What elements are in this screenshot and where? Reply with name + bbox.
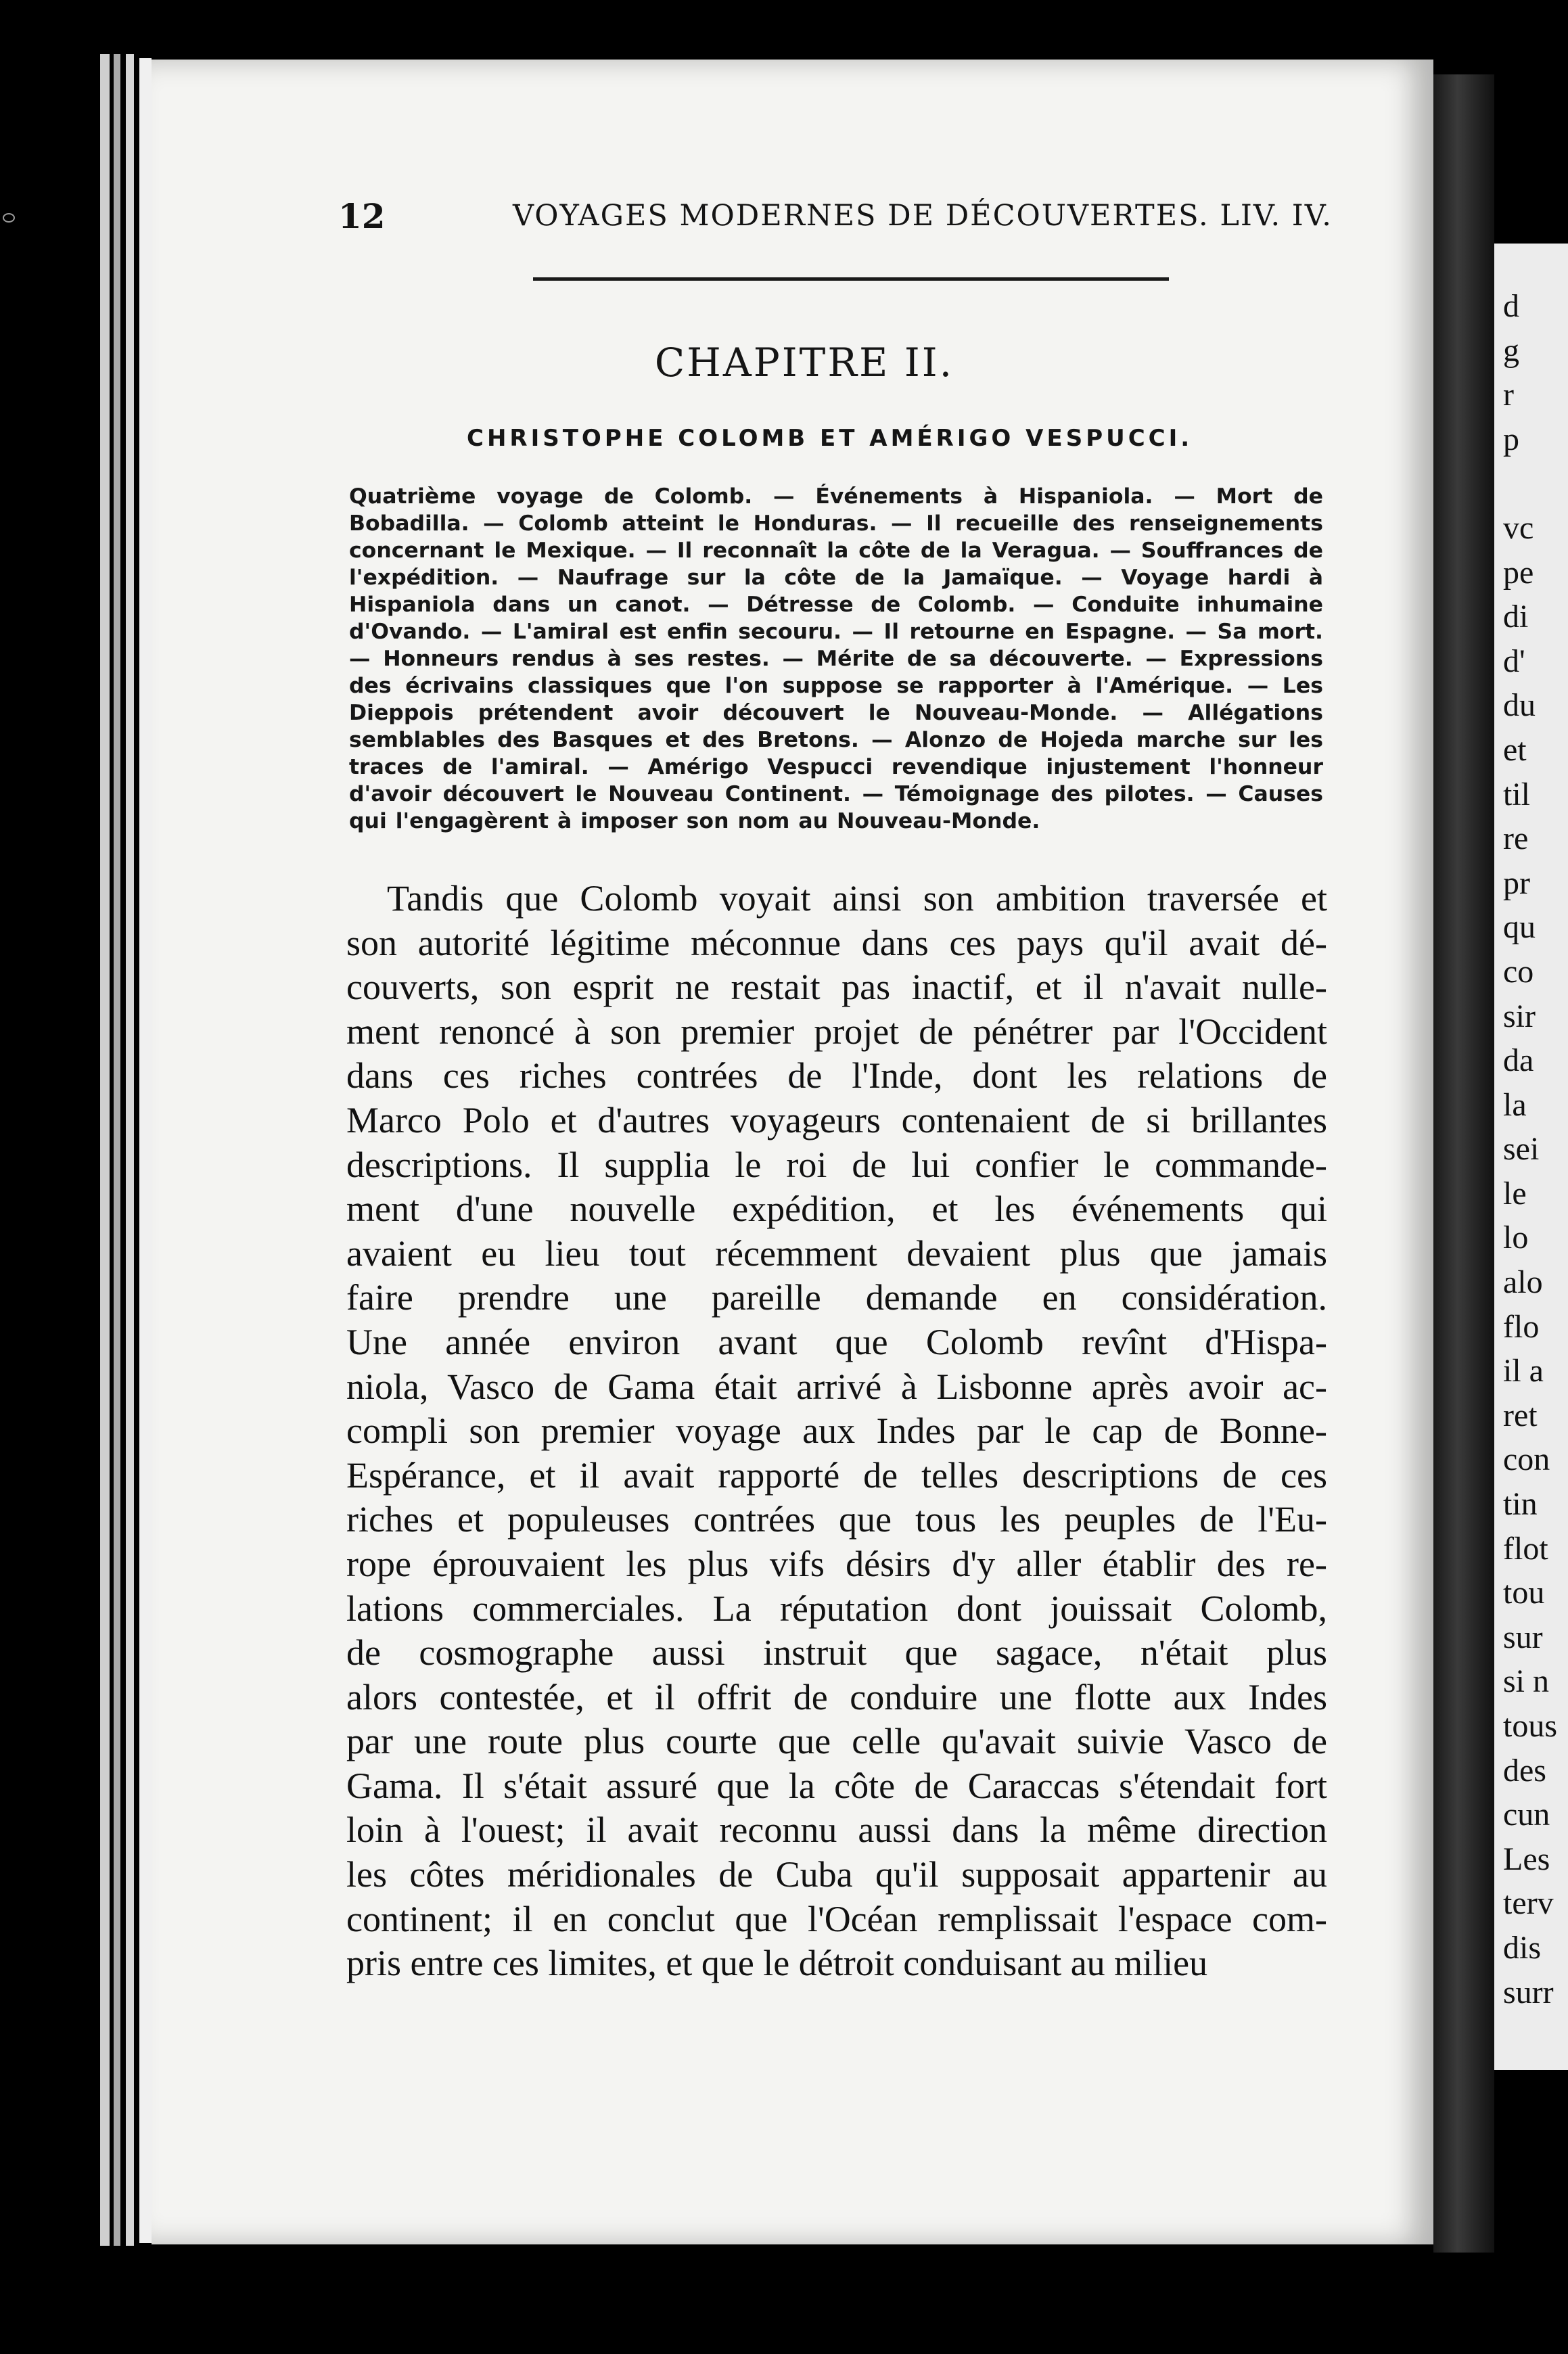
- body-text: [346, 877, 1327, 1986]
- adjacent-page-fragment: pr: [1503, 864, 1530, 901]
- adjacent-page-fragment: g: [1503, 332, 1519, 369]
- book-gutter: [1433, 74, 1494, 2253]
- body-line: ment renoncé à son premier projet de pénétrer par l'Occident: [346, 1011, 1327, 1052]
- adjacent-page-fragment: Les: [1503, 1841, 1550, 1877]
- adjacent-page-fragment: et: [1503, 731, 1527, 768]
- body-line: Tandis que Colomb voyait ainsi son ambition traversée et: [387, 878, 1327, 919]
- body-line: loin à l'ouest; il avait reconnu aussi dans la même direction: [346, 1809, 1327, 1851]
- page-header: [338, 196, 1333, 250]
- scan-artifact: [3, 213, 15, 223]
- body-line: continent; il en conclut que l'Océan remplissait l'espace com-: [346, 1898, 1327, 1939]
- adjacent-page-fragment: da: [1503, 1042, 1534, 1079]
- body-line: ment d'une nouvelle expédition, et les événements qui: [346, 1188, 1327, 1230]
- adjacent-page-fragment: pe: [1503, 554, 1534, 591]
- body-line: alors contestée, et il offrit de conduire une flotte aux Indes: [346, 1676, 1327, 1717]
- adjacent-page-fragment: di: [1503, 599, 1529, 635]
- adjacent-page-fragment: lo: [1503, 1220, 1529, 1256]
- adjacent-page-fragment: re: [1503, 821, 1529, 857]
- adjacent-page-fragment: la: [1503, 1086, 1527, 1123]
- body-line: Une année environ avant que Colomb revînt d'Hispa-: [346, 1321, 1327, 1362]
- adjacent-page-fragment: til: [1503, 776, 1531, 812]
- adjacent-page-fragment: tin: [1503, 1486, 1538, 1523]
- adjacent-page-fragment: sei: [1503, 1131, 1540, 1168]
- adjacent-page-fragment: r: [1503, 377, 1514, 413]
- adjacent-page-fragment: p: [1503, 421, 1519, 457]
- adjacent-page-fragment: terv: [1503, 1885, 1554, 1922]
- adjacent-page-fragment: d': [1503, 643, 1525, 679]
- adjacent-page-fragment: sur: [1503, 1619, 1543, 1655]
- chapter-summary-text: Quatrième voyage de Colomb. — Événements à Hispaniola. — Mort de Bobadilla. — Colomb atteint le Honduras. — Il recueille des renseignements concernant le Mexique. — Il reconnaît la côte de la Veragua. — Souffrances de l'expédition. — Naufrage sur la côte de la Jamaïque. — Voyage hardi à Hispaniola dans un canot. — Détresse de Colomb. — Conduite inhumaine d'Ovando. — L'amiral est enfin secouru. — Il retourne en Espagne. — Sa mort. — Honneurs rendus à ses restes. — Mérite de sa découverte. — Expressions des écrivains classiques que l'on suppose se rapporter à l'Amérique. — Les Dieppois prétendent avoir découvert le Nouveau-Monde. — Allégations semblables des Basques et des Bretons. — Alonzo de Hojeda marche sur les traces de l'amiral. — Amérigo Vespucci revendique injustement l'honneur d'avoir découvert le Nouveau Continent. — Témoignage des pilotes. — Causes qui l'engagèrent à imposer son nom au Nouveau-Monde.: [349, 484, 1323, 833]
- page-number: 12: [338, 196, 386, 236]
- body-line: Espérance, et il avait rapporté de telles descriptions de ces: [346, 1454, 1327, 1496]
- page-edge: [139, 58, 152, 2243]
- body-line: riches et populeuses contrées que tous les peuples de l'Eu-: [346, 1499, 1327, 1540]
- body-line: dans ces riches contrées de l'Inde, dont les relations de: [346, 1055, 1327, 1097]
- body-line: lations commerciales. La réputation dont jouissait Colomb,: [346, 1588, 1327, 1629]
- body-line: niola, Vasco de Gama était arrivé à Lisbonne après avoir ac-: [346, 1366, 1327, 1407]
- adjacent-page-fragment: qu: [1503, 909, 1536, 946]
- body-line: son autorité légitime méconnue dans ces pays qu'il avait dé-: [346, 922, 1327, 963]
- scan-border: [1498, 41, 1568, 244]
- body-line: couverts, son esprit ne restait pas inactif, et il n'avait nulle-: [346, 967, 1327, 1008]
- adjacent-page-fragment: le: [1503, 1175, 1527, 1211]
- adjacent-page-fragment: tou: [1503, 1575, 1545, 1611]
- adjacent-page-fragment: si n: [1503, 1663, 1550, 1700]
- body-line: pris entre ces limites, et que le détroit conduisant au milieu: [346, 1943, 1208, 1984]
- adjacent-page-fragment: vc: [1503, 509, 1534, 546]
- adjacent-page-fragment: d: [1503, 288, 1519, 324]
- adjacent-page-fragment: des: [1503, 1752, 1546, 1788]
- chapter-title: CHAPITRE II.: [654, 340, 954, 386]
- adjacent-page-fragment: co: [1503, 953, 1534, 990]
- header-rule: [533, 277, 1169, 281]
- adjacent-page-fragment: surr: [1503, 1974, 1554, 2010]
- body-line: les côtes méridionales de Cuba qu'il supposait appartenir au: [346, 1854, 1327, 1895]
- adjacent-page-fragment: dis: [1503, 1929, 1542, 1966]
- adjacent-page-fragment: tous: [1503, 1708, 1558, 1744]
- adjacent-page-fragment: du: [1503, 687, 1536, 724]
- body-line: faire prendre une pareille demande en considération.: [346, 1277, 1327, 1318]
- adjacent-page-fragment: [1503, 461, 1568, 506]
- body-line: de cosmographe aussi instruit que sagace, n'était plus: [346, 1632, 1327, 1674]
- body-line: rope éprouvaient les plus vifs désirs d'y aller établir des re-: [346, 1543, 1327, 1584]
- adjacent-page-text: [1503, 284, 1568, 2043]
- adjacent-page-fragment: sir: [1503, 998, 1536, 1034]
- chapter-summary: [349, 483, 1323, 835]
- adjacent-page-fragment: ret: [1503, 1397, 1538, 1433]
- adjacent-page-fragment: il a: [1503, 1353, 1544, 1389]
- body-line: Marco Polo et d'autres voyageurs contenaient de si brillantes: [346, 1099, 1327, 1140]
- adjacent-page-fragment: cun: [1503, 1797, 1550, 1833]
- body-line: Gama. Il s'était assuré que la côte de Caraccas s'étendait fort: [346, 1765, 1327, 1806]
- running-head: VOYAGES MODERNES DE DÉCOUVERTES. LIV. IV.: [513, 199, 1333, 233]
- body-line: avaient eu lieu tout récemment devaient plus que jamais: [346, 1232, 1327, 1274]
- body-line: par une route plus courte que celle qu'avait suivie Vasco de: [346, 1721, 1327, 1762]
- adjacent-page-fragment: flot: [1503, 1530, 1548, 1567]
- adjacent-page-fragment: con: [1503, 1441, 1550, 1478]
- adjacent-page-fragment: flo: [1503, 1308, 1540, 1345]
- body-line: compli son premier voyage aux Indes par le cap de Bonne-: [346, 1410, 1327, 1452]
- chapter-subtitle: CHRISTOPHE COLOMB ET AMÉRIGO VESPUCCI.: [467, 425, 1193, 452]
- adjacent-page-fragment: alo: [1503, 1264, 1543, 1301]
- body-line: descriptions. Il supplia le roi de lui confier le commande-: [346, 1144, 1327, 1185]
